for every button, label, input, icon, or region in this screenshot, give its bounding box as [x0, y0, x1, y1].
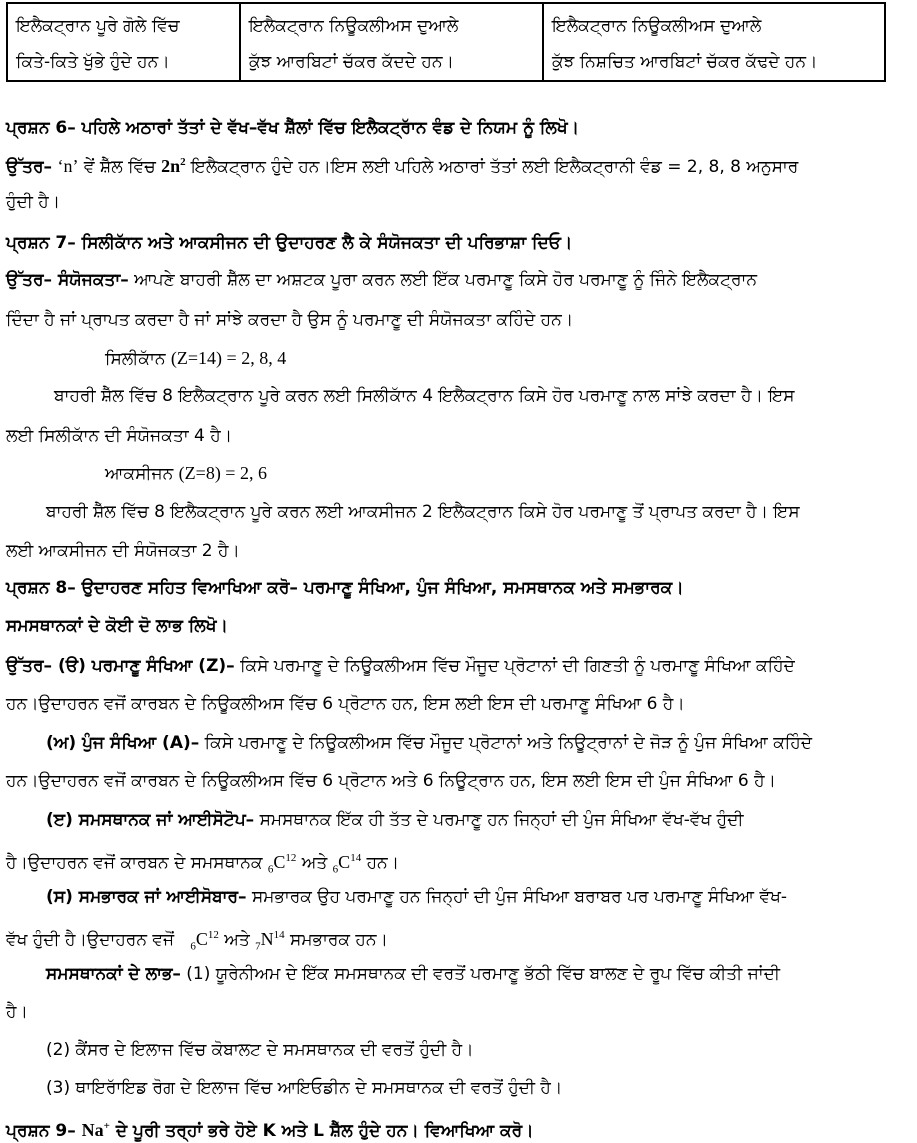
cell-text: ਇਲੈਕਟ੍ਰਾਨ ਨਿਊਕਲੀਅਸ ਦੁਆਲੇ: [249, 16, 459, 36]
isotope-uses-line-1: [46, 962, 780, 986]
cell-text: ਕੁੱਝ ਆਰਬਿਟਾਂ ਚੱਕਰ ਕੱਦਦੇ ਹਨ।: [249, 52, 454, 72]
table-cell-thomson: [7, 3, 240, 81]
answer-label: ਉੱਤਰ– ਸੰਯੋਜਕਤਾ–: [6, 270, 129, 290]
isotope-use-3: (3) ਥਾਇਰਾੱਇਡ ਰੋਗ ਦੇ ਇਲਾਜ ਵਿੱਚ ਆਇਓਡੀਨ ਦੇ ਸਮਸਥਾਨਕ ਦੀ ਵਰਤੋਂ ਹੁੰਦੀ ਹੈ।: [46, 1078, 563, 1098]
answer-7-line-1: [6, 268, 757, 292]
isotope-line-1: [46, 808, 744, 832]
silicon-text-line-1: ਬਾਹਰੀ ਸ਼ੈੱਲ ਵਿੱਚ 8 ਇਲੈਕਟ੍ਰਾਨ ਪੂਰੇ ਕਰਨ ਲਈ ਸਿਲੀਕਾੱਨ 4 ਇਲੈਕਟ੍ਰਾਨ ਕਿਸੇ ਹੋਰ ਪਰਮਾਣੂ ਨਾਲ ਸਾਂਝੇ ਕਰਦਾ ਹੈ। ਇਸ: [54, 386, 795, 406]
sub-heading: (ਅ) ਪੁੰਜ ਸੰਖਿਆ (A)–: [46, 733, 200, 753]
answer-text: ਕਿਸੇ ਪਰਮਾਣੂ ਦੇ ਨਿਊਕਲੀਅਸ ਵਿੱਚ ਮੌਜੂਦ ਪ੍ਰੋਟਾਨਾਂ ਦੀ ਗਿਣਤੀ ਨੂੰ ਪਰਮਾਣੂ ਸੰਖਿਆ ਕਹਿੰਦੇ: [240, 656, 795, 676]
question-9: ਪ੍ਰਸ਼ਨ 9– Na+ ਦੇ ਪੂਰੀ ਤਰ੍ਹਾਂ ਭਰੇ ਹੋਏ K ਅਤੇ L ਸ਼ੈੱਲ ਹੁੰਦੇ ਹਨ। ਵਿਆਖਿਆ ਕਰੋ।: [6, 1120, 534, 1141]
answer-text: ਸਮਭਾਰਕ ਉਹ ਪਰਮਾਣੂ ਹਨ ਜਿਨ੍ਹਾਂ ਦੀ ਪੁੰਜ ਸੰਖਿਆ ਬਰਾਬਰ ਪਰ ਪਰਮਾਣੂ ਸੰਖਿਆ ਵੱਖ-: [251, 887, 788, 907]
isobar-n14: $_7N^{14}$: [255, 929, 285, 953]
answer-7-line-2: ਦਿੰਦਾ ਹੈ ਜਾਂ ਪ੍ਰਾਪਤ ਕਰਦਾ ਹੈ ਜਾਂ ਸਾਂਝੇ ਕਰਦਾ ਹੈ ਉਸ ਨੂੰ ਪਰਮਾਣੂ ਦੀ ਸੰਯੋਜਕਤਾ ਕਹਿੰਦੇ ਹਨ।: [6, 310, 574, 330]
oxygen-text-line-2: ਲਈ ਆਕਸੀਜਨ ਦੀ ਸੰਯੋਜਕਤਾ 2 ਹੈ।: [6, 541, 240, 561]
answer-text: ਕਿਸੇ ਪਰਮਾਣੂ ਦੇ ਨਿਊਕਲੀਅਸ ਵਿੱਚ ਮੌਜੂਦ ਪ੍ਰੋਟਾਨਾਂ ਅਤੇ ਨਿਊਟ੍ਰਾਨਾਂ ਦੇ ਜੋੜ ਨੂੰ ਪੁੰਜ ਸੰਖਿਆ ਕਹਿੰਦੇ: [204, 733, 812, 753]
variable-n: ‘n’: [57, 156, 79, 176]
question-7: ਪ੍ਰਸ਼ਨ 7– ਸਿਲੀਕਾੱਨ ਅਤੇ ਆਕਸੀਜਨ ਦੀ ਉਦਾਹਰਣ ਲੈ ਕੇ ਸੰਯੋਜਕਤਾ ਦੀ ਪਰਿਭਾਸ਼ਾ ਦਿਓ।: [6, 233, 573, 253]
cell-text: ਕੁੱਝ ਨਿਸ਼ਚਿਤ ਆਰਬਿਟਾਂ ਚੱਕਰ ਕੱਢਦੇ ਹਨ।: [552, 52, 818, 72]
answer-text: ਇਲੈਕਟ੍ਰਾਨ ਹੁੰਦੇ ਹਨ।ਇਸ ਲਈ ਪਹਿਲੇ ਅਠਾਰਾਂ ਤੱਤਾਂ ਲਈ ਇਲੈਕਟ੍ਰਾਨੀ ਵੰਡ = 2, 8, 8 ਅਨੁਸਾਰ: [191, 157, 799, 177]
table-cell-bohr: [543, 3, 885, 81]
cell-text: ਕਿਤੇ-ਕਿਤੇ ਖੁੱਭੇ ਹੁੰਦੇ ਹਨ।: [16, 52, 170, 72]
answer-6-line-2: ਹੁੰਦੀ ਹੈ।: [6, 192, 61, 212]
isotope-use-2: (2) ਕੈਂਸਰ ਦੇ ਇਲਾਜ ਵਿੱਚ ਕੋਬਾਲਟ ਦੇ ਸਮਸਥਾਨਕ ਦੀ ਵਰਤੋਂ ਹੁੰਦੀ ਹੈ।: [46, 1040, 474, 1060]
cell-text: ਇਲੈਕਟ੍ਰਾਨ ਨਿਊਕਲੀਅਸ ਦੁਆਲੇ: [552, 16, 762, 36]
isotope-line-2: ਹੈ।ਉਦਾਹਰਨ ਵਜੋਂ ਕਾਰਬਨ ਦੇ ਸਮਸਥਾਨਕ $_6C^{12}$ ਅਤੇ $_6C^{14}$ ਹਨ।: [6, 852, 400, 876]
answer-6-line-1: [6, 150, 798, 179]
mass-number-line-2: ਹਨ।ਉਦਾਹਰਨ ਵਜੋਂ ਕਾਰਬਨ ਦੇ ਨਿਊਕਲੀਅਸ ਵਿੱਚ 6 ਪ੍ਰੋਟਾਨ ਅਤੇ 6 ਨਿਊਟ੍ਰਾਨ ਹਨ, ਇਸ ਲਈ ਇਸ ਦੀ ਪੁੰਜ ਸੰਖਿਆ 6 ਹੈ।: [6, 771, 777, 791]
isobar-line-1: [46, 885, 787, 909]
answer-text: ਸਮਸਥਾਨਕ ਇੱਕ ਹੀ ਤੱਤ ਦੇ ਪਰਮਾਣੂ ਹਨ ਜਿਨ੍ਹਾਂ ਦੀ ਪੁੰਜ ਸੰਖਿਆ ਵੱਖ-ਵੱਖ ਹੁੰਦੀ: [259, 810, 744, 830]
answer-text: ਆਪਣੇ ਬਾਹਰੀ ਸ਼ੈੱਲ ਦਾ ਅਸ਼ਟਕ ਪੂਰਾ ਕਰਨ ਲਈ ਇੱਕ ਪਰਮਾਣੂ ਕਿਸੇ ਹੋਰ ਪਰਮਾਣੂ ਨੂੰ ਜਿੰਨੇ ਇਲੈਕਟ੍ਰਾਨ: [134, 270, 758, 290]
sub-heading: (ੲ) ਸਮਸਥਾਨਕ ਜਾਂ ਆਈਸੋਟੋਪ–: [46, 810, 255, 830]
isobar-c12: $_6C^{12}$: [190, 929, 219, 953]
answer-text: (1) ਯੂਰੇਨੀਅਮ ਦੇ ਇੱਕ ਸਮਸਥਾਨਕ ਦੀ ਵਰਤੋਂ ਪਰਮਾਣੂ ਭੱਠੀ ਵਿੱਚ ਬਾਲਣ ਦੇ ਰੂਪ ਵਿੱਚ ਕੀਤੀ ਜਾਂਦੀ: [186, 964, 780, 984]
answer-text: ਵੇਂ ਸ਼ੈੱਲ ਵਿੱਚ: [83, 157, 156, 177]
silicon-text-line-2: ਲਈ ਸਿਲੀਕਾੱਨ ਦੀ ਸੰਯੋਜਕਤਾ 4 ਹੈ।: [6, 426, 233, 446]
oxygen-config: ਆਕਸੀਜਨ (Z=8) = 2, 6: [105, 463, 267, 484]
oxygen-text-line-1: ਬਾਹਰੀ ਸ਼ੈੱਲ ਵਿੱਚ 8 ਇਲੈਕਟ੍ਰਾਨ ਪੂਰੇ ਕਰਨ ਲਈ ਆਕਸੀਜਨ 2 ਇਲੈਕਟ੍ਰਾਨ ਕਿਸੇ ਹੋਰ ਪਰਮਾਣੂ ਤੋਂ ਪ੍ਰਾਪਤ ਕਰਦਾ ਹੈ। ਇਸ: [46, 502, 800, 522]
question-8-line-2: ਸਮਸਥਾਨਕਾਂ ਦੇ ਕੋਈ ਦੋ ਲਾਭ ਲਿਖੋ।: [6, 616, 228, 636]
silicon-config: ਸਿਲੀਕਾੱਨ (Z=14) = 2, 8, 4: [105, 348, 287, 369]
isobar-line-2: ਵੱਖ ਹੁੰਦੀ ਹੈ।ਉਦਾਹਰਨ ਵਜੋਂ $_6C^{12}$ ਅਤੇ $_7N^{14}$ ਸਮਭਾਰਕ ਹਨ।: [6, 929, 388, 953]
table-row: [7, 3, 885, 81]
formula: $2n^2$: [161, 156, 186, 176]
cell-text: ਇਲੈਕਟ੍ਰਾਨ ਪੂਰੇ ਗੋਲੇ ਵਿੱਚ: [16, 16, 180, 36]
answer-label: ਉੱਤਰ– (ੳ) ਪਰਮਾਣੂ ਸੰਖਿਆ (Z)–: [6, 656, 235, 676]
atom-models-table: [6, 2, 886, 82]
question-6: ਪ੍ਰਸ਼ਨ 6– ਪਹਿਲੇ ਅਠਾਰਾਂ ਤੱਤਾਂ ਦੇ ਵੱਖ–ਵੱਖ ਸ਼ੈੱਲਾਂ ਵਿੱਚ ਇਲੈਕਟ੍ਰਾੱਨ ਵੰਡ ਦੇ ਨਿਯਮ ਨੂੰ ਲਿਖੋ।: [6, 118, 580, 138]
atomic-number-line-1: [6, 654, 795, 678]
isotope-uses-line-2: ਹੈ।: [6, 1002, 28, 1022]
sodium-ion: Na+: [81, 1120, 110, 1140]
atomic-number-line-2: ਹਨ।ਉਦਾਹਰਨ ਵਜੋਂ ਕਾਰਬਨ ਦੇ ਨਿਊਕਲੀਅਸ ਵਿੱਚ 6 ਪ੍ਰੋਟਾਨ ਹਨ, ਇਸ ਲਈ ਇਸ ਦੀ ਪਰਮਾਣੂ ਸੰਖਿਆ 6 ਹੈ।: [6, 694, 685, 714]
table-cell-rutherford: [240, 3, 543, 81]
sub-heading: (ਸ) ਸਮਭਾਰਕ ਜਾਂ ਆਈਸੋਬਾਰ–: [46, 887, 247, 907]
isotope-c14: $_6C^{14}$: [332, 852, 362, 876]
isotope-c12: $_6C^{12}$: [267, 852, 297, 876]
mass-number-line-1: [46, 731, 812, 755]
answer-label: ਉੱਤਰ–: [6, 157, 53, 177]
question-8-line-1: ਪ੍ਰਸ਼ਨ 8– ਉਦਾਹਰਣ ਸਹਿਤ ਵਿਆਖਿਆ ਕਰੋ– ਪਰਮਾਣੂ ਸੰਖਿਆ, ਪੁੰਜ ਸੰਖਿਆ, ਸਮਸਥਾਨਕ ਅਤੇ ਸਮਭਾਰਕ।: [6, 578, 684, 598]
sub-heading: ਸਮਸਥਾਨਕਾਂ ਦੇ ਲਾਭ–: [46, 964, 181, 984]
